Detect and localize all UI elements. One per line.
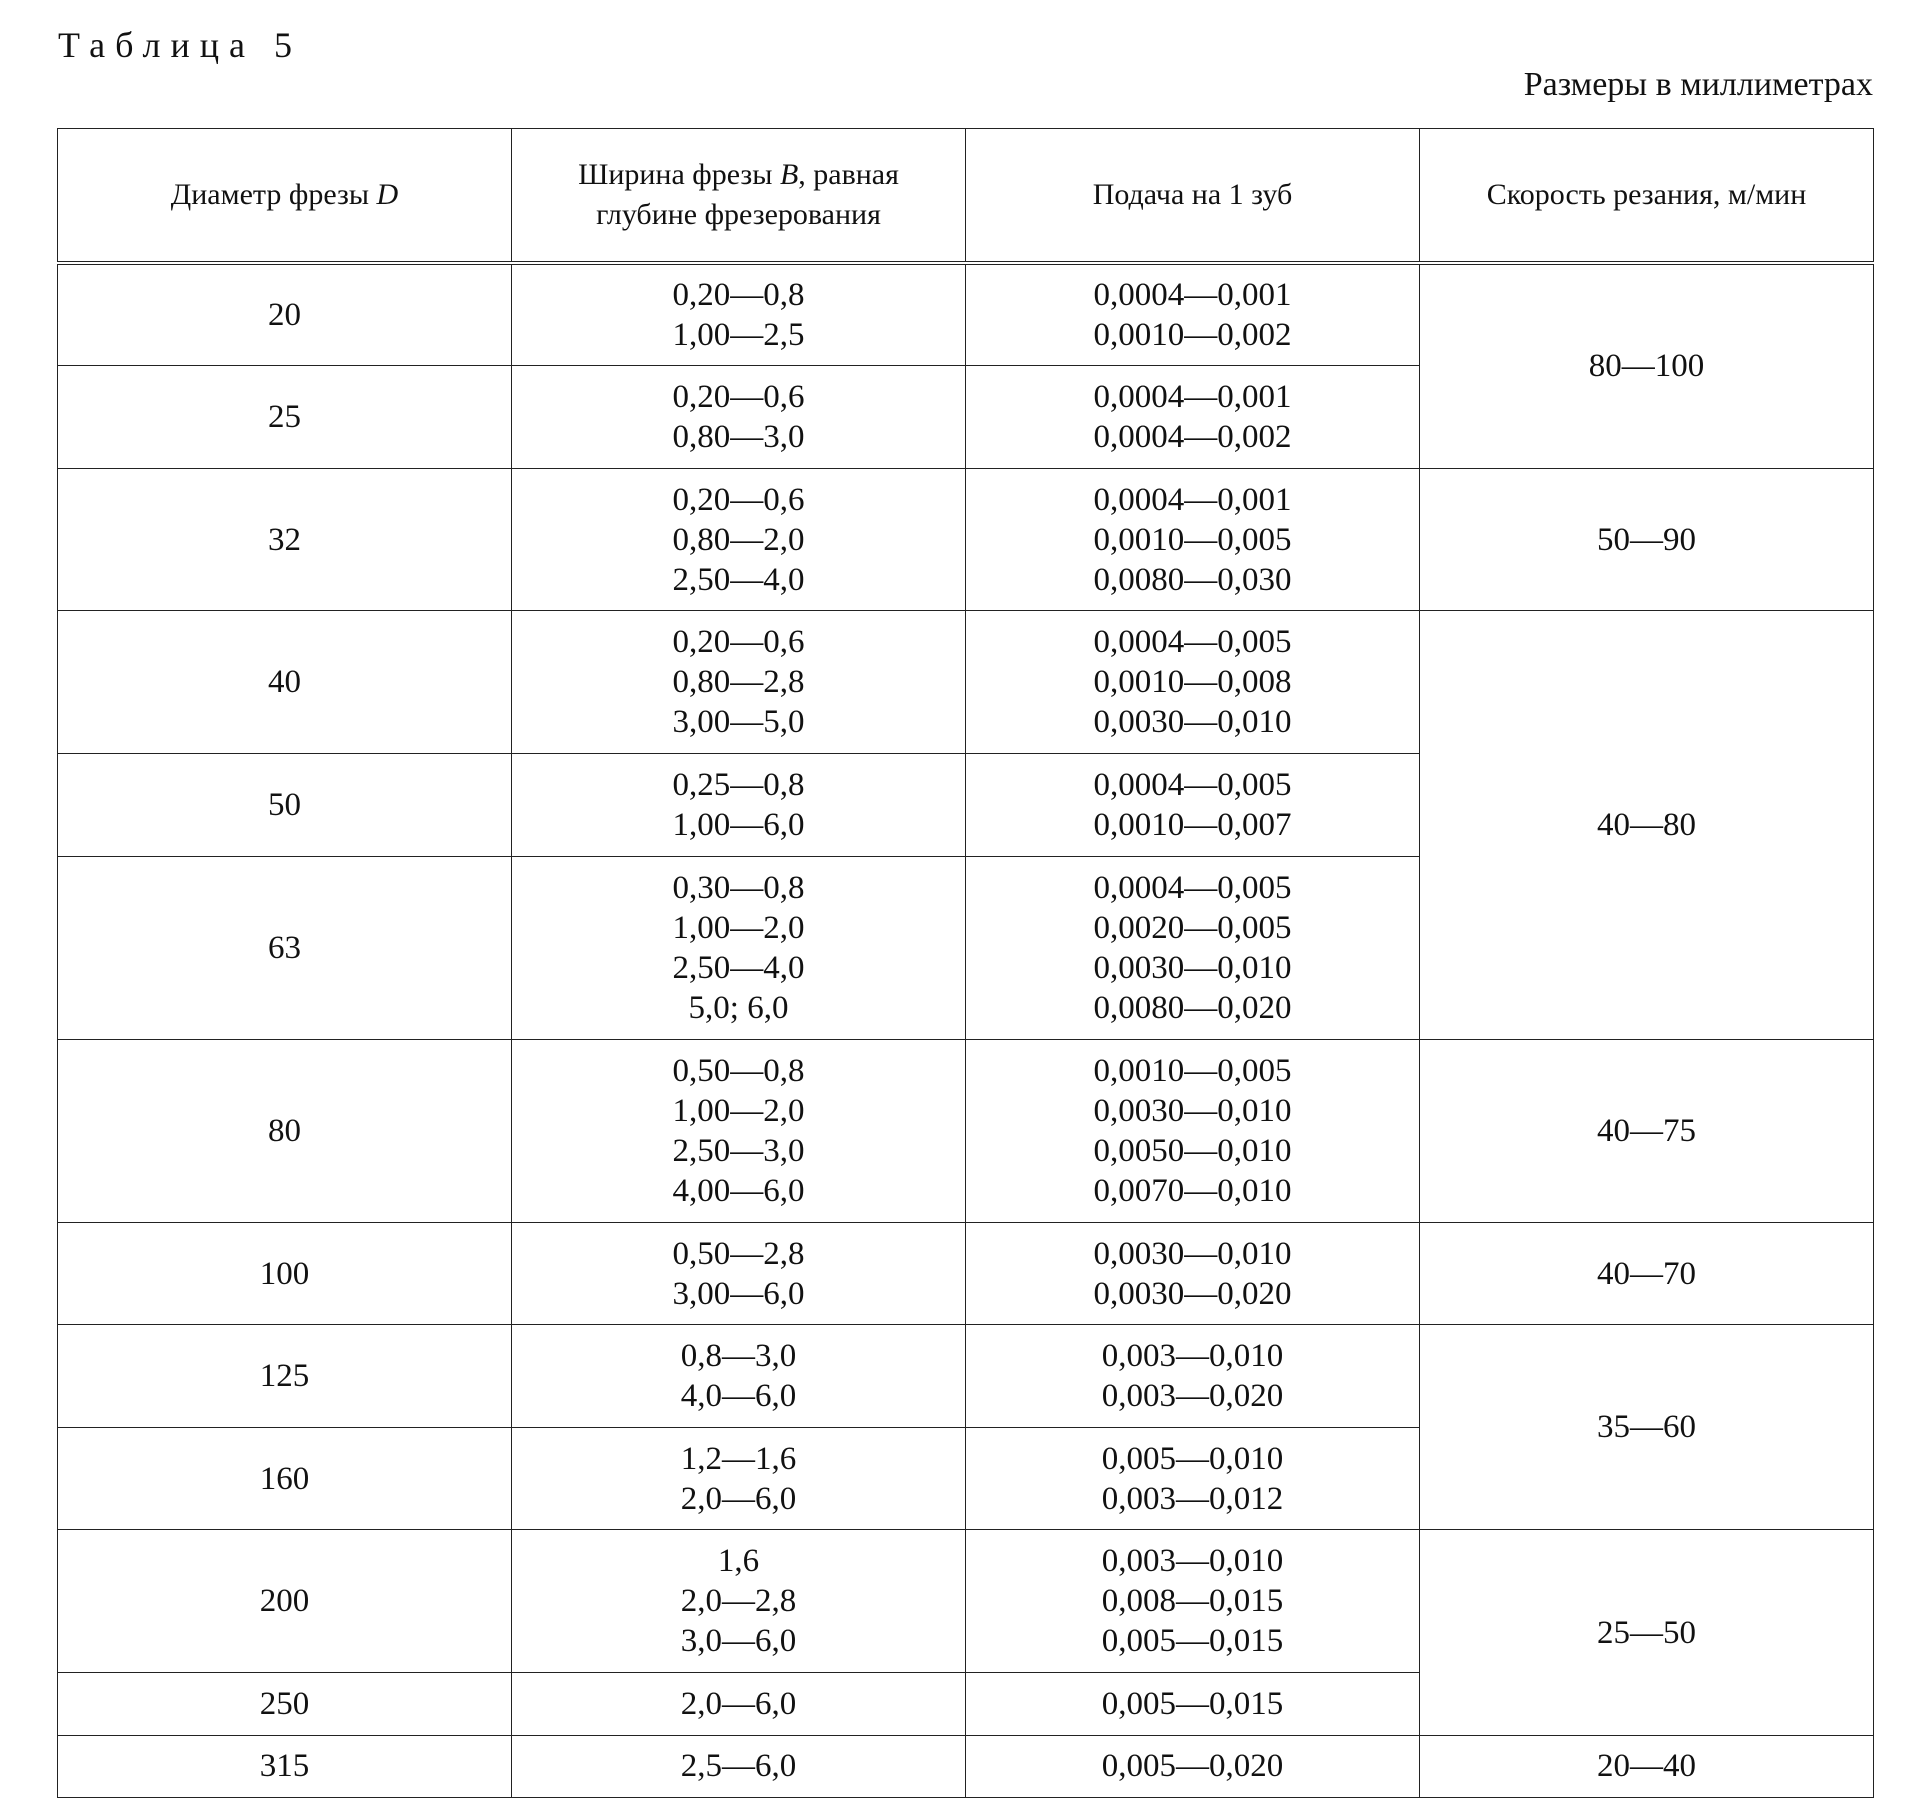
width-value: 1,00—2,0: [672, 909, 805, 946]
header-width-text: Ширина фрезы: [578, 158, 780, 191]
feed-value: 0,0010—0,007: [1093, 806, 1292, 843]
table-row: [58, 1325, 1874, 1428]
table-row: [58, 1735, 1874, 1797]
cell-feed-values: [966, 856, 1420, 1039]
width-value: 0,20—0,6: [672, 481, 805, 518]
feed-value: 0,0020—0,005: [1093, 909, 1292, 946]
header-speed: Скорость резания, м/мин: [1420, 129, 1874, 264]
feed-value: 0,0004—0,001: [1093, 378, 1292, 415]
width-value: 0,80—3,0: [672, 418, 805, 455]
feed-value: 0,005—0,010: [1101, 1440, 1284, 1477]
cell-feed-values: [966, 1735, 1420, 1797]
width-value: 2,0—2,8: [680, 1583, 797, 1620]
cell-diameter: 63: [58, 856, 512, 1039]
table-row: [58, 1222, 1874, 1325]
header-width-symbol: B: [779, 158, 799, 191]
feed-value: 0,0004—0,001: [1093, 277, 1292, 314]
width-value: 2,0—6,0: [680, 1480, 797, 1517]
cell-feed-values: [966, 1039, 1420, 1222]
cell-speed: 20—40: [1420, 1735, 1874, 1797]
cutting-data-table: [57, 128, 1874, 1798]
cell-width-values: [512, 1530, 966, 1673]
table-body: [58, 263, 1874, 1798]
feed-value: 0,0030—0,010: [1093, 1092, 1292, 1129]
cell-feed-values: [966, 611, 1420, 754]
feed-value: 0,0010—0,005: [1093, 521, 1292, 558]
units-note: Размеры в миллиметрах: [1523, 66, 1873, 103]
width-value: 0,8—3,0: [680, 1338, 797, 1375]
table-row: [58, 1039, 1874, 1222]
feed-value: 0,0030—0,010: [1093, 949, 1292, 986]
feed-value: 0,003—0,020: [1101, 1378, 1284, 1415]
width-value: 2,50—3,0: [672, 1132, 805, 1169]
cell-diameter: 315: [58, 1735, 512, 1797]
feed-value: 0,0004—0,002: [1093, 418, 1292, 455]
feed-value: 0,0030—0,010: [1093, 704, 1292, 741]
width-value: 4,0—6,0: [680, 1378, 797, 1415]
width-value: 1,6: [717, 1543, 760, 1580]
cell-width-values: [512, 366, 966, 469]
width-value: 0,30—0,8: [672, 869, 805, 906]
cell-diameter: 200: [58, 1530, 512, 1673]
width-value: 3,00—5,0: [672, 704, 805, 741]
table-row: [58, 611, 1874, 754]
cell-speed: 40—70: [1420, 1222, 1874, 1325]
cell-feed-values: [966, 1673, 1420, 1735]
feed-value: 0,005—0,020: [1101, 1748, 1284, 1785]
cell-diameter: 125: [58, 1325, 512, 1428]
cell-diameter: 32: [58, 468, 512, 611]
cell-feed-values: [966, 263, 1420, 366]
width-value: 1,00—2,5: [672, 317, 805, 354]
cell-speed: 40—75: [1420, 1039, 1874, 1222]
header-diameter-text: Диаметр фрезы: [170, 178, 377, 211]
width-value: 1,2—1,6: [680, 1440, 797, 1477]
header-row: [58, 129, 1874, 264]
width-value: 0,80—2,8: [672, 664, 805, 701]
table-row: [58, 263, 1874, 366]
width-value: 0,20—0,6: [672, 624, 805, 661]
table-caption: Таблица 5: [58, 25, 302, 65]
feed-value: 0,0030—0,010: [1093, 1235, 1292, 1272]
feed-value: 0,005—0,015: [1101, 1623, 1284, 1660]
cell-feed-values: [966, 366, 1420, 469]
width-value: 0,50—2,8: [672, 1235, 805, 1272]
cell-width-values: [512, 468, 966, 611]
feed-value: 0,005—0,015: [1101, 1685, 1284, 1722]
feed-value: 0,0004—0,001: [1093, 481, 1292, 518]
cell-width-values: [512, 754, 966, 857]
cell-diameter: 50: [58, 754, 512, 857]
feed-value: 0,003—0,010: [1101, 1543, 1284, 1580]
table-row: [58, 1530, 1874, 1673]
width-value: 3,0—6,0: [680, 1623, 797, 1660]
width-value: 2,5—6,0: [680, 1748, 797, 1785]
width-value: 2,0—6,0: [680, 1685, 797, 1722]
cell-speed: 40—80: [1420, 611, 1874, 1039]
feed-value: 0,0004—0,005: [1093, 624, 1292, 661]
feed-value: 0,0010—0,002: [1093, 317, 1292, 354]
feed-value: 0,0030—0,020: [1093, 1275, 1292, 1312]
cell-feed-values: [966, 1530, 1420, 1673]
feed-value: 0,003—0,012: [1101, 1480, 1284, 1517]
header-diameter-symbol: D: [376, 178, 399, 211]
width-value: 0,20—0,6: [672, 378, 805, 415]
cell-feed-values: [966, 1427, 1420, 1530]
width-value: 0,20—0,8: [672, 277, 805, 314]
cell-speed: 25—50: [1420, 1530, 1874, 1735]
cell-width-values: [512, 1039, 966, 1222]
cell-diameter: 25: [58, 366, 512, 469]
feed-value: 0,003—0,010: [1101, 1338, 1284, 1375]
width-value: 0,25—0,8: [672, 766, 805, 803]
width-value: 0,50—0,8: [672, 1052, 805, 1089]
feed-value: 0,0070—0,010: [1093, 1172, 1292, 1209]
width-value: 0,80—2,0: [672, 521, 805, 558]
cell-speed: 35—60: [1420, 1325, 1874, 1530]
cell-diameter: 250: [58, 1673, 512, 1735]
cell-width-values: [512, 263, 966, 366]
table-row: [58, 468, 1874, 611]
cell-diameter: 100: [58, 1222, 512, 1325]
width-value: 1,00—2,0: [672, 1092, 805, 1129]
feed-value: 0,0050—0,010: [1093, 1132, 1292, 1169]
cell-diameter: 160: [58, 1427, 512, 1530]
header-diameter: [58, 129, 512, 264]
cell-diameter: 80: [58, 1039, 512, 1222]
width-value: 5,0; 6,0: [688, 989, 789, 1026]
width-value: 4,00—6,0: [672, 1172, 805, 1209]
feed-value: 0,008—0,015: [1101, 1583, 1284, 1620]
cell-width-values: [512, 856, 966, 1039]
feed-value: 0,0010—0,005: [1093, 1052, 1292, 1089]
width-value: 3,00—6,0: [672, 1275, 805, 1312]
cell-width-values: [512, 1673, 966, 1735]
cell-feed-values: [966, 754, 1420, 857]
header-feed: Подача на 1 зуб: [966, 129, 1420, 264]
cell-speed: 80—100: [1420, 263, 1874, 468]
cell-width-values: [512, 1735, 966, 1797]
cell-width-values: [512, 1222, 966, 1325]
cell-width-values: [512, 1427, 966, 1530]
feed-value: 0,0004—0,005: [1093, 869, 1292, 906]
feed-value: 0,0004—0,005: [1093, 766, 1292, 803]
cell-feed-values: [966, 1325, 1420, 1428]
feed-value: 0,0010—0,008: [1093, 664, 1292, 701]
cell-diameter: 40: [58, 611, 512, 754]
cell-diameter: 20: [58, 263, 512, 366]
width-value: 2,50—4,0: [672, 949, 805, 986]
cell-width-values: [512, 1325, 966, 1428]
cell-feed-values: [966, 468, 1420, 611]
cell-speed: 50—90: [1420, 468, 1874, 611]
cell-width-values: [512, 611, 966, 754]
width-value: 2,50—4,0: [672, 561, 805, 598]
cell-feed-values: [966, 1222, 1420, 1325]
feed-value: 0,0080—0,020: [1093, 989, 1292, 1026]
feed-value: 0,0080—0,030: [1093, 561, 1292, 598]
header-width-text-tail: , равная глубине фрезерования: [596, 158, 899, 231]
header-width: [512, 129, 966, 264]
width-value: 1,00—6,0: [672, 806, 805, 843]
